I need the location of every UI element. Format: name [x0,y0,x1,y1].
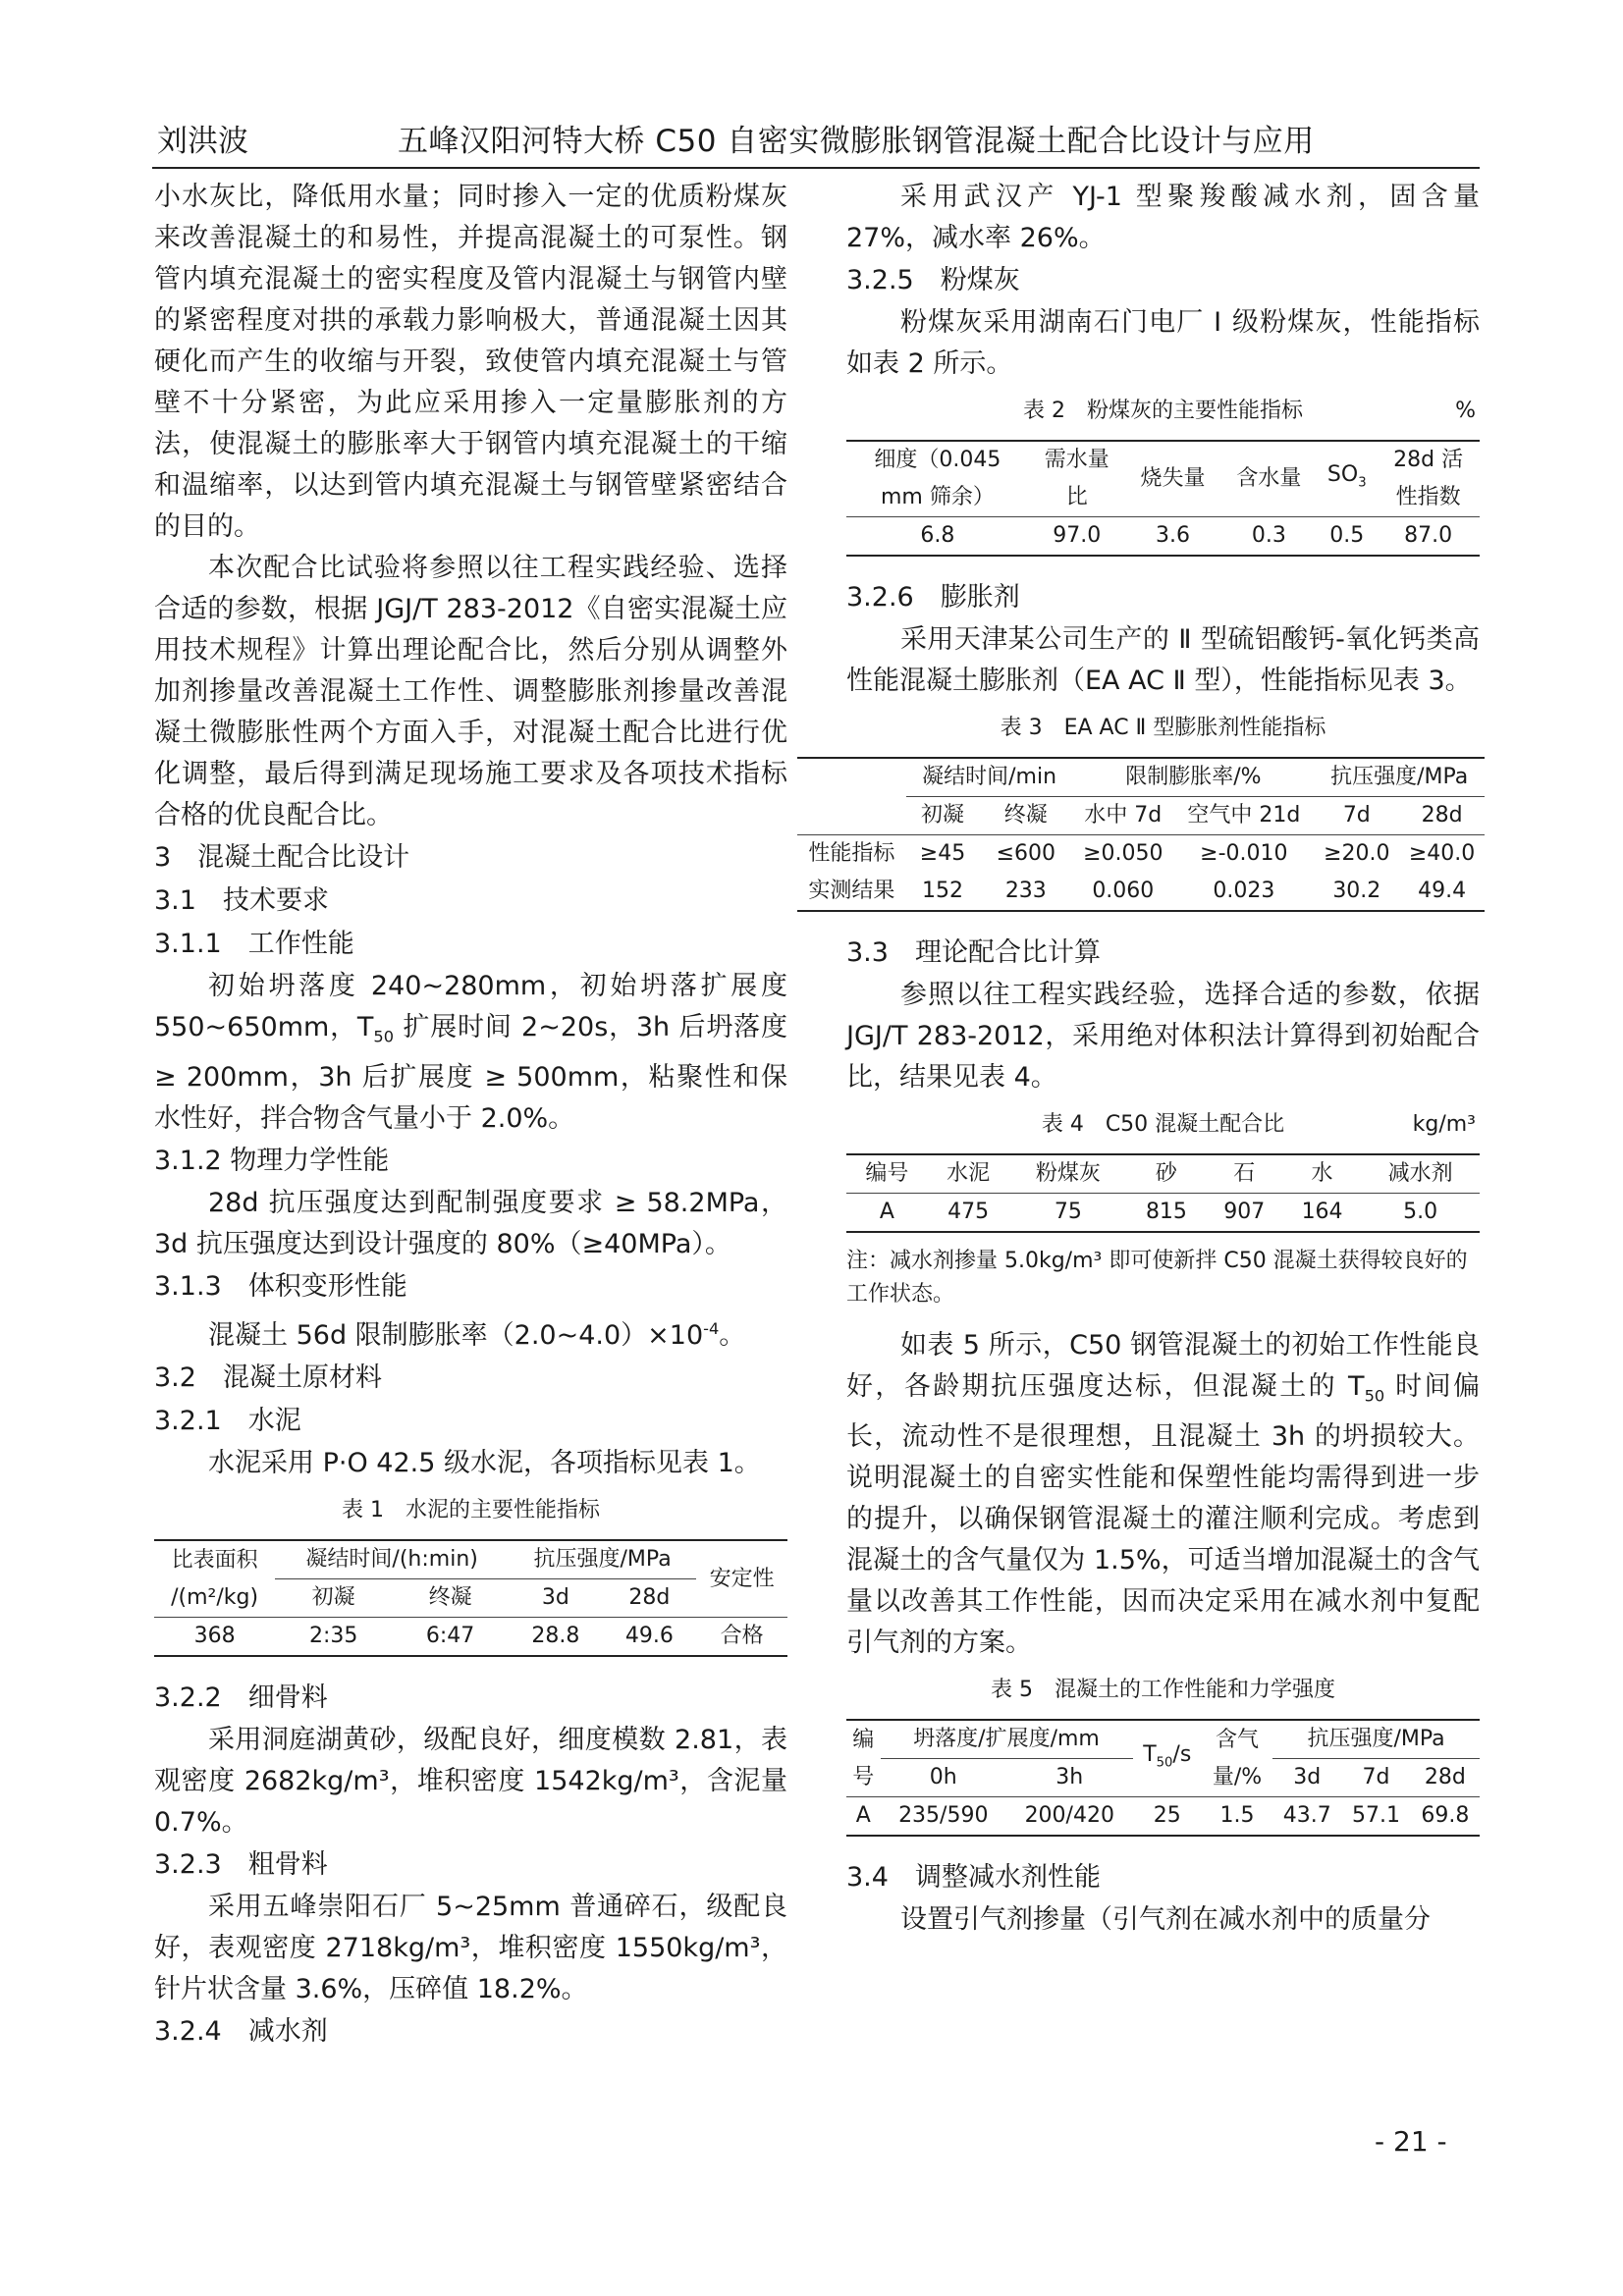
t5-head-7d: 7d [1362,1765,1390,1790]
t5-head-28d: 28d [1424,1765,1466,1790]
section-3-1-2-heading: 3.1.2 物理力学性能 [154,1146,390,1177]
t4-cell: 907 [1223,1200,1266,1224]
right-column [808,177,1480,1941]
t5-cell: 57.1 [1352,1803,1400,1829]
section-3-2-4-heading: 3.2.4 减水剂 [154,2016,328,2048]
section-3-1-3-heading: 3.1.3 体积变形性能 [154,1271,407,1303]
t4-cell: 815 [1145,1200,1187,1224]
t1-head-area-unit: /(m²/kg) [171,1585,259,1611]
adjust-reducer-paragraph: 设置引气剂掺量（引气剂在减水剂中的质量分 [900,1904,1431,1936]
t1-head-area: 比表面积 [171,1547,258,1573]
t1-head-initial: 初凝 [311,1585,355,1611]
t2-head-fineness: 细度（0.045 [874,448,1001,472]
t1-cell: 6:47 [425,1624,475,1649]
t1-cell: 28.8 [531,1624,580,1649]
t1-cell: 49.6 [624,1624,674,1649]
t5-head-t50: $T_{50}/s$ [1133,1720,1202,1797]
t2-head-activity: 28d 活 [1393,448,1464,472]
theory-mix-paragraph: 参照以往工程实践经验，选择合适的参数，依据 JGJ/T 283-2012，采用绝对体积法计算得到初始配合比，结果见表 4。 [846,980,1480,1093]
t4-cell: 475 [947,1200,990,1224]
table-3-expansive-agent [797,757,1485,912]
t3-cell: 0.060 [1092,879,1155,903]
t5-cell: 69.8 [1421,1803,1470,1829]
t3-row-label: 性能指标 [808,841,895,866]
t4-head: 编号 [865,1161,909,1186]
t3-cell: ≥20.0 [1324,841,1390,866]
t1-cell: 2:35 [308,1624,358,1649]
t3-cell: ≥45 [919,841,966,866]
section-3-1-heading: 3.1 技术要求 [154,885,329,916]
t4-head: 水泥 [947,1161,991,1186]
t2-head-so3: $SO_3$ [1317,441,1377,517]
section-3-4-heading: 3.4 调整减水剂性能 [846,1862,1101,1894]
t3-corner-b [797,797,906,835]
t5-cell: 200/420 [1024,1803,1114,1829]
t4-cell: 75 [1054,1200,1082,1224]
table-5-performance [846,1719,1480,1837]
t4-head: 水 [1311,1161,1333,1186]
section-3-2-5-heading: 3.2.5 粉煤灰 [846,265,1020,295]
page-number: - 21 - [1375,2125,1447,2158]
t5-cell: A [855,1803,871,1829]
running-header-title: 五峰汉阳河特大桥 C50 自密实微膨胀钢管混凝土配合比设计与应用 [398,124,1315,159]
t5-cell: 25 [1153,1803,1181,1829]
t3-cell: 152 [922,879,963,903]
t2-cell: 97.0 [1053,523,1102,548]
t2-head-water-b: 比 [1065,485,1088,509]
t4-head: 砂 [1155,1161,1177,1186]
t4-cell: A [879,1200,894,1224]
t2-head-fineness-b: mm 筛余） [880,485,995,509]
table-row [797,873,1485,911]
t3-cell: ≥0.050 [1083,841,1163,866]
workability-paragraph: 初始坍落度 240~280mm，初始坍落扩展度 550~650mm，$T_{50}$ 扩展时间 2~20s，3h 后坍落度 ≥ 200mm，3h 后扩展度 ≥ 500mm，粘聚性和保水性好，拌合物含气量小于 2.0%。 [154,971,787,1135]
table-4-mix [846,1153,1480,1233]
table-2-caption: 表 2 粉煤灰的主要性能指标 % [1023,399,1476,423]
t4-head: 减水剂 [1387,1161,1453,1186]
intro-paragraph: 小水灰比，降低用水量；同时掺入一定的优质粉煤灰来改善混凝土的和易性，并提高混凝土的可泵性。钢管内填充混凝土的密实程度及管内混凝土与钢管内壁的紧密程度对拱的承载力影响极大，普通混凝土因其硬化而产生的收缩与开裂，致使管内填充混凝土与管壁不十分紧密，为此应采用掺入一定量膨胀剂的方法，使混凝土的膨胀率大于钢管内填充混凝土的干缩和温缩率，以达到管内填充混凝土与钢管壁紧密结合的目的。 [154,182,787,542]
t2-cell: 0.3 [1251,523,1286,548]
t5-head-3d: 3d [1293,1765,1322,1790]
t3-sub-head: 空气中 21d [1187,803,1301,828]
t2-cell: 3.6 [1156,523,1191,548]
table-5-caption: 表 5 混凝土的工作性能和力学强度 [991,1678,1335,1703]
table-5-discussion-paragraph: 如表 5 所示，C50 钢管混凝土的初始工作性能良好，各龄期抗压强度达标，但混凝土的 $T_{50}$ 时间偏长，流动性不是很理想，且混凝土 3h 的坍损较大。说明混凝土的自密实性能和保塑性能均需得到进一步的提升，以确保钢管混凝土的灌注顺利完成。考虑到混凝土的含气量仅为 1.5%，可适当增加混凝土的含气量以改善其工作性能，因而决定采用在减水剂中复配引气剂的方案。 [846,1330,1480,1659]
t1-head-final: 终凝 [428,1585,472,1611]
table-row [846,1194,1480,1233]
t1-cell: 合格 [720,1624,764,1649]
t3-cell: 30.2 [1332,879,1381,903]
t2-cell: 6.8 [920,523,955,548]
section-3-heading: 3 混凝土配合比设计 [154,842,410,873]
table-3-caption: 表 3 EA AC Ⅱ 型膨胀剂性能指标 [1000,716,1326,740]
t1-cell: 368 [193,1624,236,1649]
t5-cell: 43.7 [1282,1803,1331,1829]
t4-head: 粉煤灰 [1035,1161,1101,1186]
t3-sub-head: 7d [1342,803,1371,828]
table-2-flyash [846,440,1480,557]
t3-row-label: 实测结果 [808,879,895,903]
plan-paragraph: 本次配合比试验将参照以往工程实践经验、选择合适的参数，根据 JGJ/T 283-2012《自密实混凝土应用技术规程》计算出理论配合比，然后分别从调整外加剂掺量改善混凝土工作性、调整膨胀剂掺量改善混凝土微膨胀性两个方面入手，对混凝土配合比进行优化调整，最后得到满足现场施工要求及各项技术指标合格的优良配合比。 [154,553,787,830]
table-4-caption: 表 4 C50 混凝土配合比 kg/m³ [1041,1112,1476,1137]
t5-cell: 1.5 [1219,1803,1255,1829]
t1-head-28d: 28d [628,1585,671,1611]
running-header-author: 刘洪波 [157,124,248,159]
t3-sub-head: 终凝 [1003,803,1048,828]
section-3-2-heading: 3.2 混凝土原材料 [154,1362,382,1394]
flyash-paragraph: 粉煤灰采用湖南石门电厂 Ⅰ 级粉煤灰，性能指标如表 2 所示。 [846,307,1480,379]
t5-head-3h: 3h [1055,1765,1084,1790]
t5-head-no: 编 [852,1727,875,1752]
section-3-3-heading: 3.3 理论配合比计算 [846,937,1101,968]
t5-head-air: 含气 [1216,1727,1260,1752]
t2-head-water: 需水量 [1044,448,1109,472]
t3-cell: 49.4 [1418,879,1467,903]
t3-head-strength: 抗压强度/MPa [1314,758,1485,797]
cement-paragraph: 水泥采用 P·O 42.5 级水泥，各项指标见表 1。 [208,1448,761,1479]
section-3-2-3-heading: 3.2.3 粗骨料 [154,1849,328,1881]
t3-corner [797,758,906,797]
t1-head-set: 凝结时间/(h:min) [275,1540,509,1579]
t3-cell: ≥40.0 [1408,841,1476,866]
t2-head-activity-b: 性指数 [1395,485,1461,509]
t5-head-strength: 抗压强度/MPa [1272,1720,1480,1759]
left-column [154,177,787,2054]
table-row [846,1797,1480,1837]
t3-cell: ≤600 [996,841,1056,866]
mechanical-paragraph: 28d 抗压强度达到配制强度要求 ≥ 58.2MPa，3d 抗压强度达到设计强度的 80%（≥40MPa）。 [154,1188,787,1260]
t1-head-strength: 抗压强度/MPa [509,1540,696,1579]
expansive-agent-paragraph: 采用天津某公司生产的 Ⅱ 型硫铝酸钙-氧化钙类高性能混凝土膨胀剂（EA AC Ⅱ 型），性能指标见表 3。 [846,624,1480,696]
t3-head-expansion: 限制膨胀率/% [1072,758,1314,797]
table-row [797,835,1485,874]
t3-sub-head: 初凝 [920,803,964,828]
header-rule [152,167,1480,169]
section-3-2-1-heading: 3.2.1 水泥 [154,1406,301,1437]
t3-sub-head: 28d [1421,803,1463,828]
deformation-paragraph: 混凝土 56d 限制膨胀率$(2.0\sim 4.0)\times 10^{-4}$。 [208,1319,746,1352]
reducer-paragraph: 采用武汉产 YJ-1 型聚羧酸减水剂，固含量 27%，减水率 26%。 [846,182,1480,253]
table-1-caption: 表 1 水泥的主要性能指标 [342,1498,600,1523]
t2-cell: 0.5 [1329,523,1365,548]
t4-head: 石 [1233,1161,1256,1186]
t5-head-air-b: 量/% [1212,1765,1263,1790]
t3-cell: 0.023 [1213,879,1275,903]
t4-cell: 5.0 [1403,1200,1438,1224]
t3-cell: ≥-0.010 [1200,841,1288,866]
t3-sub-head: 水中 7d [1084,803,1163,828]
table-row [154,1618,787,1657]
t5-head-slump: 坍落度/扩展度/mm [881,1720,1133,1759]
fine-aggregate-paragraph: 采用洞庭湖黄砂，级配良好，细度模数 2.81，表观密度 2682kg/m³，堆积密度 1542kg/m³，含泥量 0.7%。 [154,1725,787,1839]
table-row [846,517,1480,557]
t2-cell: 87.0 [1404,523,1453,548]
table-1-cement [154,1539,787,1657]
t5-cell: 235/590 [898,1803,989,1829]
section-3-2-6-heading: 3.2.6 膨胀剂 [846,582,1020,613]
t3-head-set: 凝结时间/min [906,758,1073,797]
t5-head-0h: 0h [929,1765,957,1790]
t1-head-3d: 3d [541,1585,569,1611]
t2-head-loss: 烧失量 [1125,441,1221,517]
t4-cell: 164 [1301,1200,1343,1224]
section-3-1-1-heading: 3.1.1 工作性能 [154,929,354,959]
t2-head-moisture: 含水量 [1220,441,1317,517]
t5-head-no-b: 号 [852,1765,875,1790]
table-4-note: 注：减水剂掺量 5.0kg/m³ 即可使新拌 C50 混凝土获得较良好的工作状态。 [846,1249,1468,1307]
t3-cell: 233 [1004,879,1047,903]
coarse-aggregate-paragraph: 采用五峰崇阳石厂 5~25mm 普通碎石，级配良好，表观密度 2718kg/m³，堆积密度 1550kg/m³，针片状含量 3.6%，压碎值 18.2%。 [154,1892,787,2005]
t1-head-stability: 安定性 [696,1540,787,1618]
section-3-2-2-heading: 3.2.2 细骨料 [154,1682,328,1714]
